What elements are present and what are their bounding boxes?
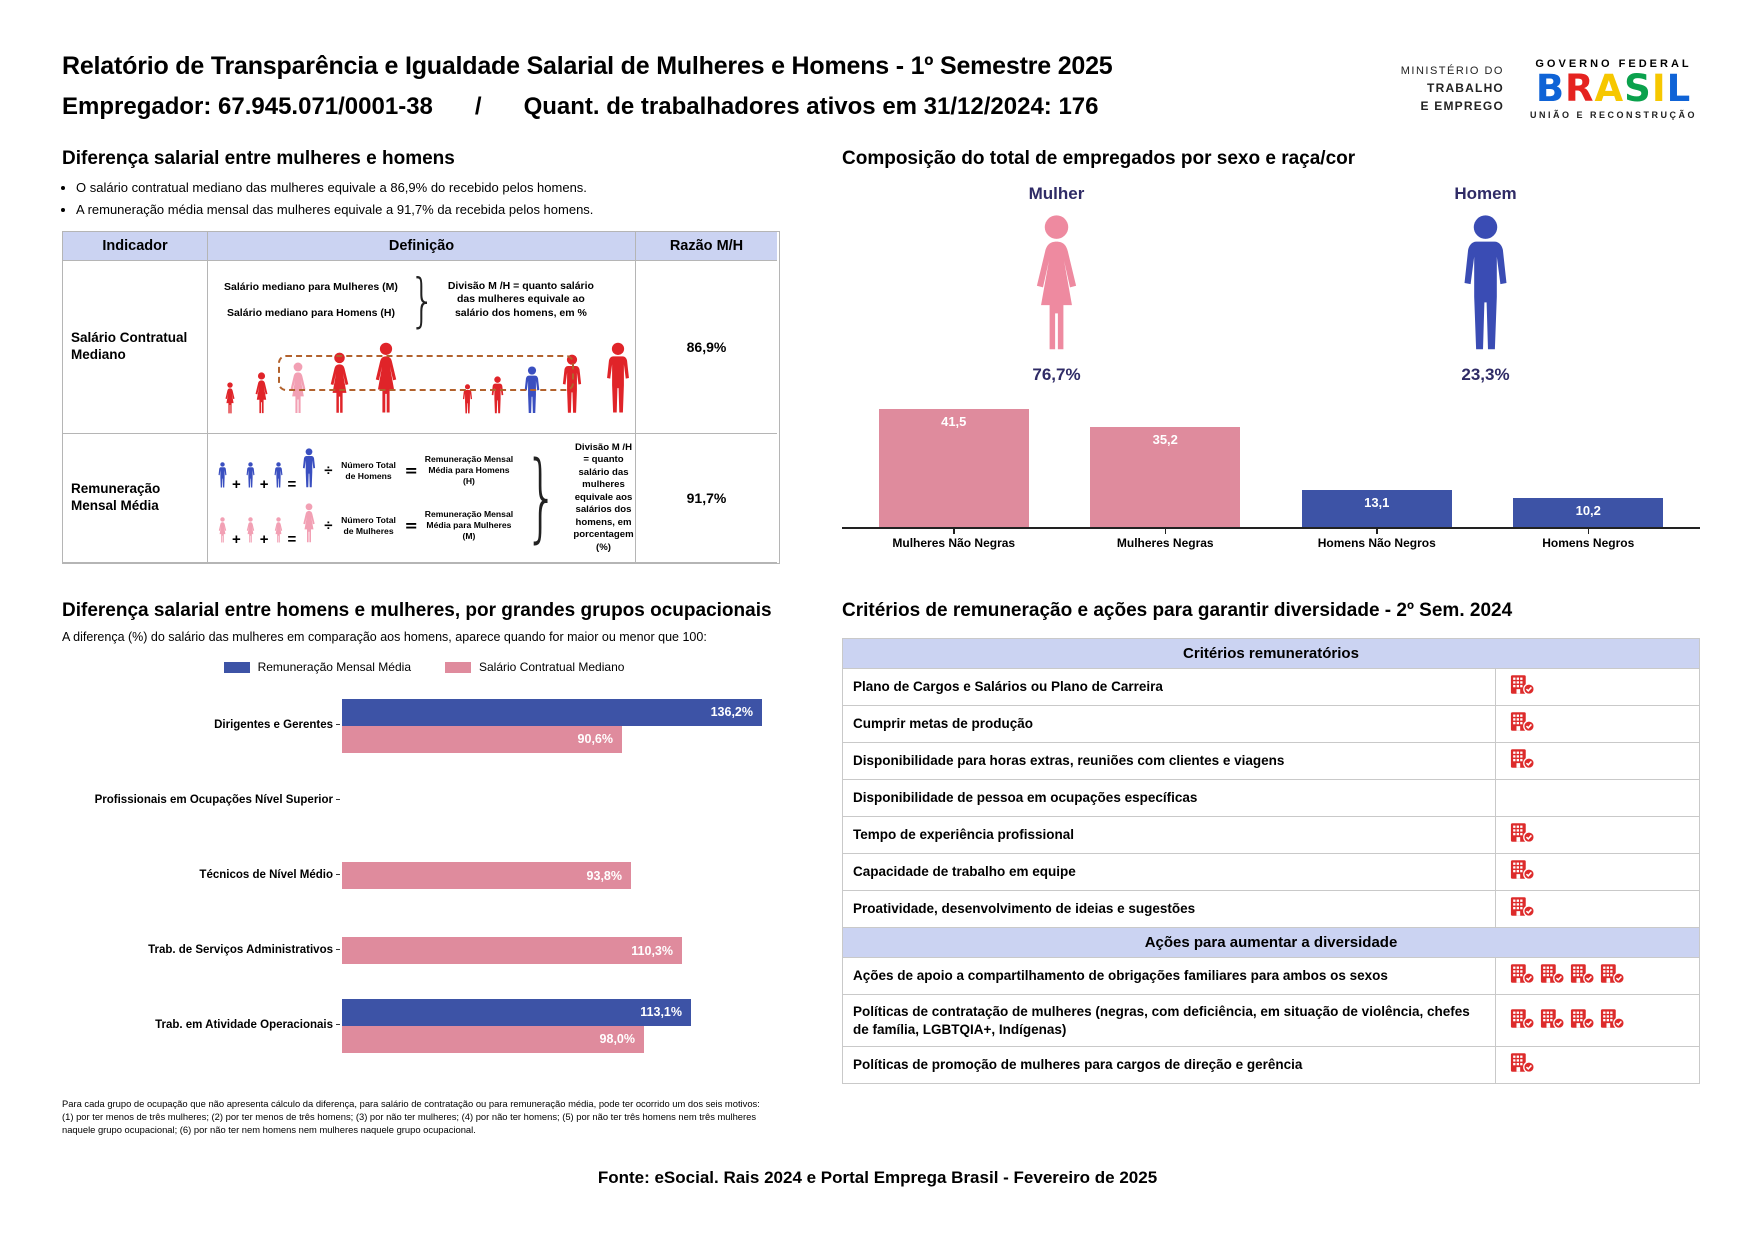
chart-category-row	[62, 988, 786, 1063]
criteria-row	[843, 706, 1699, 743]
value-bar	[342, 726, 622, 753]
men-formula	[216, 448, 515, 493]
man-icon	[244, 462, 257, 493]
occupational-heading: Diferença salarial entre homens e mulheres, por grandes grupos ocupacionais	[62, 600, 772, 621]
category-label	[62, 794, 342, 808]
bar-value-label: 41,5	[941, 414, 967, 429]
category-bars	[342, 862, 774, 889]
category-text: Trab. em Atividade Operacionais	[155, 1018, 333, 1031]
table-header-row	[63, 232, 779, 261]
bullet-item: • O salário contratual mediano das mulheres equivale a 86,9% do recebido pelos homens.	[76, 180, 780, 195]
composition-bar	[879, 409, 1029, 527]
division-note: Divisão M /H = quanto salário das mulheres equivale aos salários dos homens, em porcentagem (%)	[573, 441, 634, 553]
category-text: Homens Não Negros	[1317, 536, 1436, 550]
male-label: Homem	[1454, 184, 1517, 203]
value-bar	[342, 699, 762, 726]
bar-slot	[1483, 498, 1695, 527]
woman-icon	[216, 517, 229, 548]
indicator-label: Remuneração Mensal Média	[63, 434, 208, 563]
criteria-icons	[1495, 669, 1699, 705]
woman-icon	[1022, 339, 1091, 356]
criteria-icons	[1495, 706, 1699, 742]
plus-sign: +	[232, 476, 241, 493]
male-figure-block	[1451, 184, 1520, 385]
composition-category-labels	[842, 529, 1700, 550]
composition-bar	[1090, 427, 1240, 527]
source-footer: Fonte: eSocial. Rais 2024 e Portal Emprega Brasil - Fevereiro de 2025	[597, 1168, 1158, 1187]
category-label	[62, 719, 342, 733]
criteria-row	[843, 854, 1699, 891]
median-definition	[208, 261, 635, 333]
man-icon	[272, 462, 285, 493]
bar-value-label: 98,0%	[599, 1032, 635, 1046]
median-pictogram	[208, 335, 635, 419]
criteria-label: Cumprir metas de produção	[853, 716, 1034, 732]
col-header-indicador: Indicador	[63, 232, 208, 261]
criteria-heading: Critérios de remuneração e ações para garantir diversidade - 2º Sem. 2024	[842, 600, 1513, 621]
occupational-bar-chart	[62, 688, 786, 1063]
wage-gap-heading: Diferença salarial entre mulheres e homens	[62, 148, 455, 169]
axis-tick	[336, 799, 340, 801]
chart-category-row	[62, 763, 786, 838]
sex-figures	[842, 184, 1700, 385]
man-icon	[1451, 339, 1520, 356]
axis-tick	[1588, 529, 1590, 534]
chart-legend	[62, 660, 786, 674]
ratio-value: 91,7%	[636, 434, 777, 563]
composition-bar-chart	[842, 401, 1700, 550]
male-percentage: 23,3%	[1461, 365, 1510, 384]
criteria-icons	[1495, 958, 1699, 994]
man-icon	[299, 448, 319, 493]
table-row-salario-mediano	[63, 261, 779, 434]
gov-top-label: GOVERNO FEDERAL	[1535, 58, 1692, 70]
category-label	[1483, 529, 1695, 550]
category-bars	[342, 699, 774, 753]
axis-tick	[336, 724, 340, 726]
employer-id: Empregador: 67.945.071/0001-38	[62, 93, 433, 120]
col-header-definicao: Definição	[208, 232, 636, 261]
category-text: Homens Negros	[1542, 536, 1635, 550]
legend-swatch	[224, 662, 250, 673]
col-header-razao: Razão M/H	[636, 232, 777, 261]
criteria-icons	[1495, 854, 1699, 890]
criteria-icons	[1495, 817, 1699, 853]
brasil-letter: R	[1565, 67, 1595, 110]
man-icon	[216, 462, 229, 493]
criteria-label: Disponibilidade de pessoa em ocupações específicas	[853, 790, 1198, 806]
criteria-label: Políticas de contratação de mulheres (negras, com deficiência, em situação de violência, chefes de família, LGBTQIA+, Indígenas)	[853, 1004, 1470, 1037]
brasil-letter: L	[1666, 67, 1692, 110]
company-check-icon	[1510, 822, 1535, 848]
criteria-row	[843, 891, 1699, 928]
category-text: Profissionais em Ocupações Nível Superior	[94, 793, 333, 806]
category-bars	[342, 937, 774, 964]
criteria-icons	[1495, 891, 1699, 927]
legend-swatch	[445, 662, 471, 673]
gov-federal-logo	[1530, 58, 1697, 120]
criteria-icons	[1495, 995, 1699, 1046]
value-bar	[342, 937, 682, 964]
criteria-section-header: Critérios remuneratórios	[843, 639, 1699, 669]
bar-value-label: 10,2	[1575, 503, 1601, 518]
value-bar	[342, 999, 691, 1026]
man-icon	[600, 342, 636, 419]
bar-value-label: 90,6%	[577, 732, 613, 746]
equals-sign: =	[404, 516, 418, 535]
brasil-letter: B	[1535, 67, 1566, 110]
woman-icon	[1022, 214, 1091, 357]
company-check-icon	[1510, 896, 1535, 922]
company-check-icon	[1510, 963, 1535, 989]
ministry-line: E EMPREGO	[1420, 99, 1504, 114]
divide-sign: ÷	[324, 517, 333, 534]
criteria-row	[843, 995, 1699, 1047]
ministry-line: MINISTÉRIO DO	[1400, 64, 1504, 77]
women-avg-label: Remuneração Mensal Média para Mulheres (M)	[424, 509, 514, 541]
page-title: Relatório de Transparência e Igualdade Salarial de Mulheres e Homens - 1º Semestre 2025	[62, 52, 1113, 80]
ministry-logo	[1401, 63, 1504, 116]
legend-item	[445, 660, 624, 674]
brasil-letter: S	[1624, 67, 1652, 110]
criteria-row	[843, 780, 1699, 817]
chart-category-row	[62, 838, 786, 913]
female-percentage: 76,7%	[1032, 365, 1081, 384]
category-text: Técnicos de Nível Médio	[199, 868, 333, 881]
divide-sign: ÷	[324, 462, 333, 479]
axis-tick	[336, 1024, 340, 1026]
criteria-icons	[1495, 743, 1699, 779]
company-check-icon	[1540, 963, 1565, 989]
category-label	[62, 869, 342, 883]
brasil-letter: I	[1651, 67, 1667, 110]
bar-slot	[1060, 427, 1272, 527]
definition-diagram	[208, 261, 636, 434]
occupational-section	[62, 600, 786, 1136]
company-check-icon	[1510, 859, 1535, 885]
active-workers: Quant. de trabalhadores ativos em 31/12/2024: 176	[523, 93, 1099, 120]
chart-category-row	[62, 913, 786, 988]
category-label	[1271, 529, 1483, 550]
legend-item	[224, 660, 411, 674]
criteria-label: Capacidade de trabalho em equipe	[853, 864, 1076, 880]
indicator-label: Salário Contratual Mediano	[63, 261, 208, 434]
value-bar	[342, 1026, 644, 1053]
logos	[1401, 58, 1697, 120]
axis-tick	[1165, 529, 1167, 534]
category-label	[62, 944, 342, 958]
company-check-icon	[1570, 963, 1595, 989]
bar-slot	[1271, 490, 1483, 527]
division-note: Divisão M /H = quanto salário das mulheres equivale ao salário dos homens, em %	[447, 279, 594, 319]
female-label: Mulher	[1028, 184, 1085, 203]
criteria-row	[843, 958, 1699, 995]
criteria-label: Políticas de promoção de mulheres para cargos de direção e gerência	[853, 1057, 1303, 1073]
mean-definition	[208, 434, 635, 562]
bar-value-label: 13,1	[1364, 495, 1390, 510]
criteria-row	[843, 743, 1699, 780]
median-women-label: Salário mediano para Mulheres (M)	[224, 281, 398, 293]
equals-sign: =	[287, 531, 297, 548]
women-figures	[216, 503, 319, 548]
composition-bar	[1302, 490, 1452, 527]
ministry-line: TRABALHO	[1427, 81, 1504, 96]
plus-sign: +	[259, 476, 269, 493]
men-figures	[216, 448, 319, 493]
category-label	[848, 529, 1060, 550]
category-label	[1060, 529, 1272, 550]
legend-label: Remuneração Mensal Média	[257, 660, 411, 674]
axis-tick	[336, 949, 340, 951]
company-check-icon	[1570, 1008, 1595, 1034]
chart-footnote: Para cada grupo de ocupação que não apresenta cálculo da diferença, para salário de contratação ou para remuneração média, pode ter ocorrido um dos seis motivos: (1) por ter menos de três mulheres; (2) por ter menos de três homens; (3) por não ter mulheres; (4) por não ter homens; (5) por não ter três homens nem três mulheres naquele grupo ocupacional; (6) por não ter nem homens nem mulheres naquele grupo ocupacional.	[62, 1098, 760, 1136]
criteria-table	[842, 638, 1700, 1084]
company-check-icon	[1600, 963, 1625, 989]
axis-tick	[336, 874, 340, 876]
criteria-icons	[1495, 1047, 1699, 1083]
criteria-label: Plano de Cargos e Salários ou Plano de Carreira	[853, 679, 1163, 695]
equals-sign: =	[287, 476, 297, 493]
company-check-icon	[1510, 711, 1535, 737]
chart-category-row	[62, 688, 786, 763]
bar-value-label: 113,1%	[640, 1005, 682, 1019]
criteria-section	[842, 600, 1700, 1084]
axis-tick	[953, 529, 955, 534]
category-text: Trab. de Serviços Administrativos	[148, 943, 333, 956]
employer-line	[62, 93, 1242, 121]
criteria-row	[843, 1047, 1699, 1084]
women-formula	[216, 503, 515, 548]
woman-icon	[244, 517, 257, 548]
gov-bottom-label: UNIÃO E RECONSTRUÇÃO	[1529, 110, 1697, 120]
bar-slot	[848, 409, 1060, 527]
composition-heading: Composição do total de empregados por sexo e raça/cor	[842, 148, 1356, 169]
median-lines	[218, 267, 404, 333]
category-bars	[342, 999, 774, 1053]
separator: /	[474, 93, 482, 120]
bar-value-label: 136,2%	[710, 705, 753, 719]
criteria-icons	[1495, 780, 1699, 816]
report-header	[62, 52, 1242, 121]
brace-icon: }	[409, 266, 436, 334]
man-icon	[1451, 214, 1520, 357]
female-figure-block	[1022, 184, 1091, 385]
woman-icon	[251, 372, 272, 419]
bar-value-label: 93,8%	[586, 868, 622, 883]
value-bar	[342, 862, 631, 889]
bar-value-label: 35,2	[1152, 432, 1178, 447]
company-check-icon	[1510, 1052, 1535, 1078]
brasil-letter: A	[1594, 67, 1625, 110]
composition-bars	[842, 401, 1700, 529]
category-text: Mulheres Não Negras	[892, 536, 1016, 550]
axis-tick	[1376, 529, 1378, 534]
company-check-icon	[1600, 1008, 1625, 1034]
ratio-value: 86,9%	[636, 261, 777, 434]
company-check-icon	[1510, 674, 1535, 700]
category-text: Mulheres Negras	[1116, 536, 1214, 550]
company-check-icon	[1510, 1008, 1535, 1034]
criteria-label: Tempo de experiência profissional	[853, 827, 1075, 843]
composition-bar	[1513, 498, 1663, 527]
criteria-label: Ações de apoio a compartilhamento de obrigações familiares para ambos os sexos	[853, 968, 1388, 984]
bullet-item: • A remuneração média mensal das mulheres equivale a 91,7% da recebida pelos homens.	[76, 202, 780, 217]
median-men-label: Salário mediano para Homens (H)	[226, 307, 396, 319]
category-label	[62, 1019, 342, 1033]
occupational-subtitle: A diferença (%) do salário das mulheres em comparação aos homens, aparece quando for maior ou menor que 100:	[62, 630, 707, 644]
women-total-label: Número Total de Mulheres	[341, 514, 396, 536]
wage-gap-section	[62, 148, 780, 564]
criteria-row	[843, 669, 1699, 706]
brasil-logo	[1530, 67, 1697, 110]
brace-icon: }	[524, 441, 559, 554]
bar-value-label: 110,3%	[631, 943, 673, 958]
definition-diagram	[208, 434, 636, 563]
plus-sign: +	[232, 531, 241, 548]
criteria-label: Disponibilidade para horas extras, reuniões com clientes e viagens	[853, 753, 1285, 769]
woman-icon	[299, 503, 319, 548]
plus-sign: +	[259, 531, 269, 548]
woman-icon	[222, 382, 238, 419]
actions-section-header: Ações para aumentar a diversidade	[843, 928, 1699, 958]
category-text: Dirigentes e Gerentes	[214, 718, 333, 731]
criteria-label: Proatividade, desenvolvimento de ideias e sugestões	[853, 901, 1196, 917]
company-check-icon	[1510, 748, 1535, 774]
wage-gap-bullets	[76, 180, 780, 217]
formulas	[216, 448, 515, 548]
composition-section	[842, 148, 1700, 550]
men-total-label: Número Total de Homens	[341, 459, 396, 481]
criteria-row	[843, 817, 1699, 854]
equals-sign: =	[404, 461, 418, 480]
legend-label: Salário Contratual Mediano	[479, 660, 625, 674]
table-row-remuneracao-media	[63, 434, 779, 563]
median-link-box	[278, 355, 574, 391]
men-avg-label: Remuneração Mensal Média para Homens (H)	[424, 454, 514, 486]
company-check-icon	[1540, 1008, 1565, 1034]
woman-icon	[272, 517, 285, 548]
indicator-table	[62, 231, 780, 564]
